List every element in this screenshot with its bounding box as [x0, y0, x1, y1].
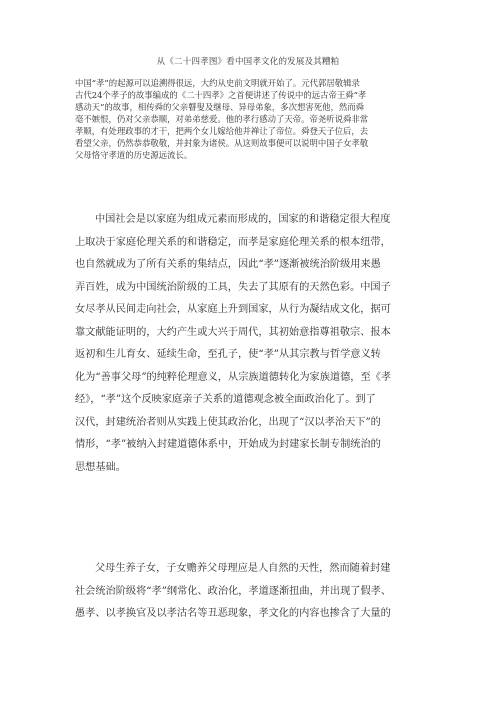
- paragraph-line: 靠文献能证明的，大约产生或大兴于周代，其初始意指尊祖敬宗、报本: [75, 326, 391, 338]
- intro-line: 中国“孝”的起源可以追溯得很远，大约从史前文明就开始了。元代郭居敬辑录: [75, 78, 360, 88]
- intro-line: 感动天”的故事，相传舜的父亲瞽叟及继母、异母弟象，多次想害死他，然而舜: [75, 102, 365, 112]
- paragraph-line: 返初和生儿育女、延续生命，至孔子，使“孝”从其宗教与哲学意义转: [75, 349, 381, 360]
- paragraph-line: 经》，“孝”这个反映家庭亲子关系的道德观念被全面政治化了。到了: [75, 394, 376, 405]
- paragraph-line: 化为“善事父母”的纯粹伦理意义，从宗族道德转化为家族道德，至《孝: [75, 371, 392, 383]
- intro-line: 古代24个孝子的故事编成的《二十四孝》之首便讲述了传说中的远古帝王舜“孝: [75, 90, 367, 100]
- paragraph-line: 女尽孝从民间走向社会，从家庭上升到国家，从行为凝结成文化，据可: [75, 304, 391, 315]
- intro-line: 孝顺，有处理政事的才干，把两个女儿嫁给他并禅让了帝位。舜登天子位后，去: [75, 126, 369, 136]
- intro-line: 看望父亲，仍然恭恭敬敬，并封象为诸侯。从这则故事便可以说明中国子女孝敬: [75, 138, 369, 148]
- intro-line: 毫不嫉恨，仍对父亲恭顺，对弟弟慈爱。他的孝行感动了天帝。帝尧听说舜非常: [75, 114, 369, 124]
- paragraph-line: 愚孝、以孝换官及以孝沽名等丑恶现象，孝文化的内容也掺含了大量的: [75, 608, 391, 619]
- paragraph-line: 中国社会是以家庭为组成元素而形成的，国家的和谐稳定很大程度: [95, 214, 391, 225]
- paragraph-line: 汉代，封建统治者则从实践上使其政治化，出现了“汉以孝治天下”的: [75, 416, 381, 428]
- paragraph-line: 也自然就成为了所有关系的集结点，因此“孝”逐渐被统治阶级用来愚: [75, 259, 381, 270]
- paragraph-line: 思想基础。: [75, 461, 126, 473]
- document-title: 从《二十四孝图》看中国孝文化的发展及其糟粕: [156, 57, 340, 67]
- paragraph-line: 上取决于家庭伦理关系的和谐稳定，而孝是家庭伦理关系的根本纽带，: [75, 236, 391, 248]
- body-paragraph-2: [75, 558, 419, 626]
- paragraph-line: 弄百姓，成为中国统治阶级的工具，失去了其原有的天然色彩。中国子: [75, 281, 391, 293]
- paragraph-line: 社会统治阶级将“孝”纲常化、政治化，孝道逐渐扭曲，并出现了假孝、: [75, 585, 392, 597]
- paragraph-line: 父母生养子女，子女赡养父母理应是人自然的天性，然而随着封建: [95, 563, 391, 574]
- paragraph-line: 情形，“孝”被纳入封建道德体系中，开始成为封建家长制专制统治的: [75, 439, 381, 450]
- intro-paragraph: [75, 77, 419, 161]
- intro-line: 父母恪守孝道的历史源远流长。: [75, 150, 193, 160]
- body-paragraph-1: [75, 209, 419, 479]
